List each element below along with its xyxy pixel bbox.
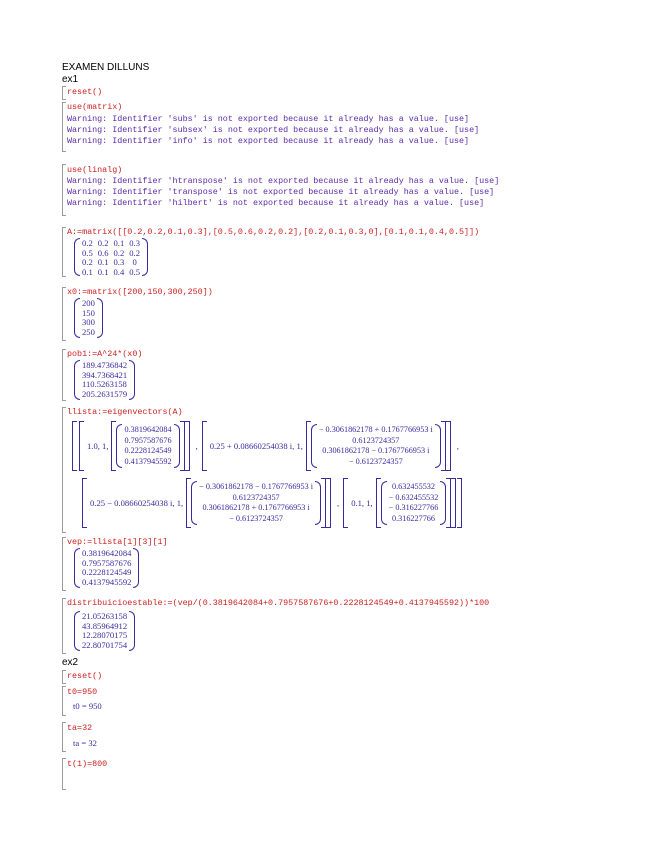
- cell-bracket[interactable]: [62, 722, 66, 752]
- matrix-entry: 0.6123724357: [352, 435, 400, 445]
- matrix-entry: 0.1: [113, 238, 125, 248]
- matrix-entry: 0.2228124549: [82, 567, 132, 577]
- matrix-entry: 12.28070175: [82, 630, 128, 640]
- matrix-entry: 150: [82, 307, 95, 318]
- matrix-entry: 205.2631579: [82, 388, 128, 399]
- matrix-entry: ,: [337, 498, 340, 508]
- eigenvectors-output-row2: [82, 478, 462, 528]
- matrix-entry: 200: [82, 298, 95, 308]
- cell-bracket[interactable]: [62, 102, 66, 152]
- matrix-entry: 0.3: [113, 257, 125, 267]
- matrix-entry: − 0.6123724357: [229, 513, 283, 523]
- document-title: EXAMEN DILLUNS: [62, 62, 150, 73]
- warning-line: Warning: Identifier 'hilbert' is not exported because it already has a value. [use]: [67, 198, 485, 208]
- matrix-entry: 0.3819642084: [124, 425, 172, 434]
- matrix-entry: − 0.3061862178 + 0.1767766953 i: [318, 425, 433, 434]
- output-t0: t0 = 950: [73, 701, 102, 711]
- input-llista-definition[interactable]: llista:=eigenvectors(A): [67, 407, 183, 417]
- matrix-entry: 0: [132, 257, 137, 267]
- matrix-entry: 0.2228124549: [124, 446, 172, 455]
- matrix-entry: 0.4137945592: [82, 576, 132, 587]
- matrix-entry: 0.2: [129, 247, 140, 258]
- matrix-entry: 300: [82, 317, 95, 327]
- matrix-entry: 21.05263158: [82, 611, 128, 621]
- matrix-entry: ,: [456, 441, 459, 451]
- matrix-entry: 0.2: [113, 247, 125, 258]
- input-pob1-definition[interactable]: pob1:=A^24*(x0): [67, 349, 143, 359]
- matrix-entry: 0.632455532: [392, 482, 435, 491]
- cell-bracket[interactable]: [62, 349, 66, 401]
- warning-line: Warning: Identifier 'subsex' is not exported because it already has a value. [use]: [67, 125, 480, 135]
- eigenvalue-2: 0.25 + 0.08660254038 i, 1,: [209, 441, 303, 451]
- cell-bracket[interactable]: [62, 287, 66, 341]
- cell-bracket[interactable]: [62, 227, 66, 277]
- vector-vep-output: [74, 548, 139, 588]
- matrix-entry: ,: [195, 441, 198, 451]
- input-use-matrix[interactable]: use(matrix): [67, 102, 123, 112]
- matrix-entry: 0.5: [82, 247, 93, 258]
- matrix-entry: 0.2: [82, 238, 93, 248]
- input-ta[interactable]: ta=32: [67, 723, 93, 733]
- warning-line: Warning: Identifier 'subs' is not exported because it already has a value. [use]: [67, 114, 470, 124]
- matrix-entry: 0.2: [82, 257, 93, 267]
- cell-bracket[interactable]: [62, 598, 66, 654]
- matrix-entry: 0.3061862178 − 0.1767766953 i: [322, 446, 430, 455]
- vector-x0-output: [74, 298, 103, 338]
- matrix-entry: 0.1: [82, 266, 93, 277]
- matrix-entry: 0.1: [97, 257, 109, 267]
- eigenvalue-4: 0.1, 1,: [351, 498, 373, 508]
- matrix-entry: 189.4736842: [82, 360, 128, 370]
- matrix-entry: 0.3819642084: [82, 548, 132, 558]
- input-use-linalg[interactable]: use(linalg): [67, 165, 123, 175]
- cell-bracket[interactable]: [62, 86, 66, 100]
- cell-bracket[interactable]: [62, 407, 66, 533]
- matrix-entry: 394.7368421: [82, 369, 128, 380]
- warning-line: Warning: Identifier 'htranspose' is not exported because it already has a value. [use]: [67, 176, 500, 186]
- matrix-entry: 0.7957587676: [82, 557, 132, 568]
- matrix-entry: − 0.316227766: [388, 503, 439, 512]
- cell-bracket[interactable]: [62, 686, 66, 716]
- input-vep-definition[interactable]: vep:=llista[1][3][1]: [67, 537, 168, 547]
- input-reset-1[interactable]: reset(): [67, 87, 103, 97]
- matrix-entry: 0.4: [113, 266, 125, 277]
- eigenvalue-3: 0.25 − 0.08660254038 i, 1,: [90, 498, 184, 508]
- matrix-entry: 250: [82, 326, 95, 337]
- input-x0-definition[interactable]: x0:=matrix([200,150,300,250]): [67, 287, 213, 297]
- input-A-definition[interactable]: A:=matrix([[0.2,0.2,0.1,0.3],[0.5,0.6,0.2,0.2],[0.2,0.1,0.3,0],[0.1,0.1,0.4,0.5]]): [67, 227, 480, 237]
- cell-bracket[interactable]: [62, 670, 66, 684]
- matrix-entry: 22.80701754: [82, 639, 128, 650]
- output-ta: ta = 32: [73, 738, 97, 748]
- matrix-entry: 110.5263158: [82, 379, 127, 389]
- matrix-entry: 0.2: [97, 238, 109, 248]
- cell-bracket[interactable]: [62, 537, 66, 591]
- matrix-entry: 0.5: [129, 266, 140, 277]
- input-reset-2[interactable]: reset(): [67, 671, 103, 681]
- cell-bracket[interactable]: [62, 758, 66, 790]
- matrix-entry: 0.6123724357: [232, 492, 280, 502]
- matrix-entry: 0.316227766: [392, 513, 435, 523]
- input-distribucio-definition[interactable]: distribuicioestable:=(vep/(0.3819642084+0.7957587676+0.2228124549+0.4137945592))*100: [67, 598, 490, 608]
- eigenvectors-output-row1: [72, 421, 463, 471]
- matrix-entry: − 0.632455532: [388, 492, 439, 502]
- matrix-A-output: [74, 238, 148, 276]
- vector-distribucio-output: [74, 611, 135, 651]
- matrix-entry: 0.7957587676: [124, 435, 172, 445]
- matrix-entry: 0.4137945592: [124, 456, 172, 466]
- section-ex2-heading: ex2: [62, 657, 79, 668]
- input-t1[interactable]: t(1)=800: [67, 759, 108, 769]
- section-ex1-heading: ex1: [62, 74, 79, 85]
- warning-line: Warning: Identifier 'info' is not exported because it already has a value. [use]: [67, 136, 470, 146]
- vector-pob1-output: [74, 360, 135, 400]
- matrix-entry: − 0.6123724357: [348, 456, 403, 466]
- matrix-entry: 0.6: [97, 247, 109, 258]
- matrix-entry: 0.3: [129, 238, 140, 248]
- matrix-entry: − 0.3061862178 − 0.1767766953 i: [199, 482, 314, 491]
- input-t0[interactable]: t0=950: [67, 687, 98, 697]
- warning-line: Warning: Identifier 'transpose' is not exported because it already has a value. [use]: [67, 187, 495, 197]
- cell-bracket[interactable]: [62, 164, 66, 216]
- matrix-entry: 0.3061862178 + 0.1767766953 i: [202, 503, 310, 512]
- matrix-entry: 43.85964912: [82, 620, 128, 631]
- eigenvalue-1: 1.0, 1,: [87, 441, 109, 451]
- matrix-entry: 0.1: [97, 266, 109, 277]
